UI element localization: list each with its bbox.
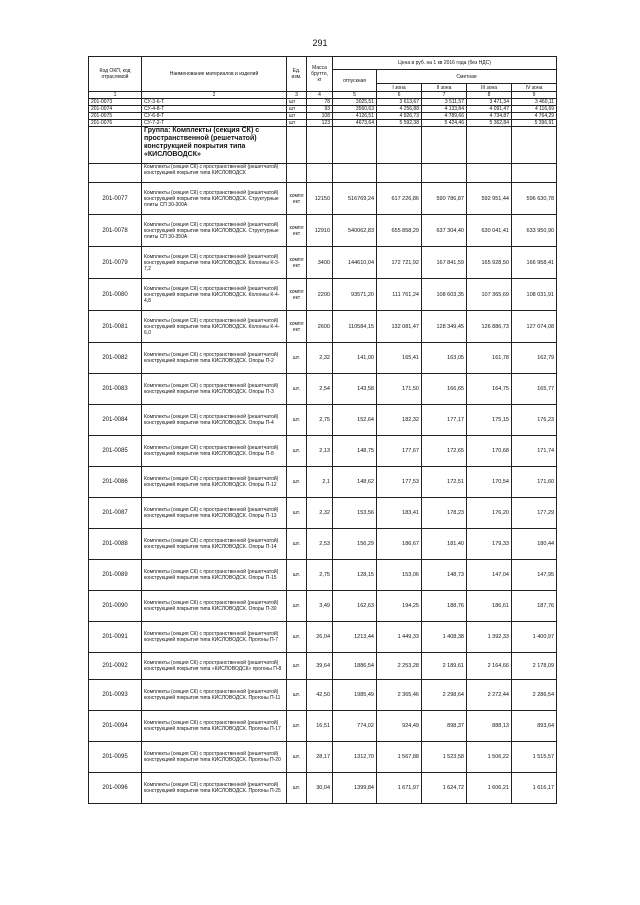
cell-p5: 4673,64: [333, 120, 377, 127]
cell-mass: 12150: [307, 183, 333, 215]
cell-p5: 1312,70: [333, 742, 377, 773]
table-row: [89, 183, 557, 215]
cell-p9: 5 396,91: [512, 120, 557, 127]
header-price-group: Цена в руб. на 1 кв 2016 года (без НДС): [333, 57, 557, 70]
cell-mass: 26,04: [307, 622, 333, 653]
cell-p8: 1 392,33: [467, 622, 512, 653]
cell-p8: 179,33: [467, 529, 512, 560]
column-index: 2: [142, 92, 287, 99]
cell-code: 201-0095: [89, 742, 142, 773]
cell-unit: компл ект: [287, 279, 307, 311]
cell-p7: 177,17: [422, 405, 467, 436]
cell-unit: компл ект: [287, 183, 307, 215]
cell-p6: 153,06: [377, 560, 422, 591]
cell-p7: 3 511,57: [422, 99, 467, 106]
cell-name: Комплекты (секция СК) с пространственной (решетчатой) конструкцией покрытия типа КИСЛОВОДСК. Прогоны П-11: [142, 680, 287, 711]
cell-mass: 16,51: [307, 711, 333, 742]
cell-p6: 183,41: [377, 498, 422, 529]
table-row: [89, 247, 557, 279]
cell-code: 201-0090: [89, 591, 142, 622]
item-rows: [89, 183, 557, 804]
table-row: [89, 106, 557, 113]
cell-p9: 893,64: [512, 711, 557, 742]
cell-p9: 4 764,29: [512, 113, 557, 120]
cell-unit: шт.: [287, 653, 307, 680]
cell-p9: 3 460,11: [512, 99, 557, 106]
cell-mass: 2,32: [307, 498, 333, 529]
cell-p5: 141,00: [333, 343, 377, 374]
column-index: 7: [422, 92, 467, 99]
header-otpusknaya: отпускная: [333, 70, 377, 92]
column-index: 1: [89, 92, 142, 99]
cell-p7: 1 408,38: [422, 622, 467, 653]
cell-unit: шт: [287, 120, 307, 127]
header-unit: Ед. изм.: [287, 57, 307, 92]
cell-unit: шт.: [287, 560, 307, 591]
cell-mass: 2,75: [307, 560, 333, 591]
cell-name: СУ-3-6-Т: [142, 99, 287, 106]
cell-unit: шт.: [287, 467, 307, 498]
cell-name: Комплекты (секция СК) с пространственной (решетчатой) конструкцией покрытия типа КИСЛОВОДСК. Колонны К-3-7,2: [142, 247, 287, 279]
cell-name: Комплекты (секция СК) с пространственной (решетчатой) конструкцией покрытия типа «КИСЛОВОДСК» прогоны П-8: [142, 653, 287, 680]
cell-mass: 39,64: [307, 653, 333, 680]
cell-mass: 2,1: [307, 467, 333, 498]
cell-p5: 144610,04: [333, 247, 377, 279]
table-row: [89, 622, 557, 653]
cell-code: 201-0077: [89, 183, 142, 215]
price-table: [88, 56, 557, 804]
cell-unit: шт.: [287, 711, 307, 742]
cell-name: Комплекты (секция СК) с пространственной (решетчатой) конструкцией покрытия типа КИСЛОВОДСК. Опоры П-4: [142, 405, 287, 436]
header-mass: Масса брутто, кг: [307, 57, 333, 92]
cell-p8: 2 164,66: [467, 653, 512, 680]
cell-code: 201-0096: [89, 773, 142, 804]
table-row: [89, 529, 557, 560]
cell-p5: 152,64: [333, 405, 377, 436]
cell-mass: 12910: [307, 215, 333, 247]
cell-p8: 630 041,41: [467, 215, 512, 247]
cell-name: Комплекты (секция СК) с пространственной (решетчатой) конструкцией покрытия типа КИСЛОВОДСК. Структурные плиты СП 30-300А: [142, 183, 287, 215]
table-row: [89, 467, 557, 498]
subgroup-title-row: [89, 164, 557, 183]
cell-unit: шт: [287, 106, 307, 113]
column-index: 9: [512, 92, 557, 99]
cell-p8: 186,61: [467, 591, 512, 622]
cell-p7: 637 304,40: [422, 215, 467, 247]
cell-code: 201-0073: [89, 99, 142, 106]
cell-name: Комплекты (секция СК) с пространственной (решетчатой) конструкцией покрытия типа КИСЛОВОДСК. Опоры П-14: [142, 529, 287, 560]
column-index: 8: [467, 92, 512, 99]
cell-p9: 171,60: [512, 467, 557, 498]
cell-p6: 111 761,24: [377, 279, 422, 311]
header-smetnaya: Сметная: [377, 70, 557, 84]
cell-p7: 1 624,72: [422, 773, 467, 804]
cell-p6: 177,67: [377, 436, 422, 467]
table-row: [89, 113, 557, 120]
cell-code: 201-0091: [89, 622, 142, 653]
cell-mass: 2,75: [307, 405, 333, 436]
cell-mass: 28,17: [307, 742, 333, 773]
cell-p9: 108 031,91: [512, 279, 557, 311]
cell-unit: шт.: [287, 498, 307, 529]
cell-p6: 5 592,38: [377, 120, 422, 127]
header-code: Код ОКП, код отраслевой: [89, 57, 142, 92]
group-title: Группа: Комплекты (секция СК) с пространственной (решетчатой) конструкцией покрытия типа «КИСЛОВОДСК»: [142, 127, 287, 164]
cell-p8: 161,78: [467, 343, 512, 374]
cell-name: Комплекты (секция СК) с пространственной (решетчатой) конструкцией покрытия типа КИСЛОВОДСК. Прогоны П-20: [142, 742, 287, 773]
header-zone-3: III зона: [467, 84, 512, 92]
cell-name: Комплекты (секция СК) с пространственной (решетчатой) конструкцией покрытия типа КИСЛОВОДСК. Прогоны П-17: [142, 711, 287, 742]
cell-p5: 3025,51: [333, 99, 377, 106]
cell-p6: 182,32: [377, 405, 422, 436]
cell-unit: компл ект: [287, 215, 307, 247]
cell-p9: 2 286,54: [512, 680, 557, 711]
cell-mass: 2,32: [307, 343, 333, 374]
cell-p7: 2 189,61: [422, 653, 467, 680]
cell-mass: 2,53: [307, 529, 333, 560]
cell-p5: 774,02: [333, 711, 377, 742]
cell-code: 201-0074: [89, 106, 142, 113]
cell-p7: 898,37: [422, 711, 467, 742]
column-index: 5: [333, 92, 377, 99]
cell-p6: 165,41: [377, 343, 422, 374]
cell-name: Комплекты (секция СК) с пространственной (решетчатой) конструкцией покрытия типа КИСЛОВОДСК. Колонны К-4-4,8: [142, 279, 287, 311]
cell-p5: 128,15: [333, 560, 377, 591]
header-zone-1: I зона: [377, 84, 422, 92]
cell-mass: 2,13: [307, 436, 333, 467]
cell-p9: 147,95: [512, 560, 557, 591]
table-row: [89, 742, 557, 773]
cell-p5: 540062,83: [333, 215, 377, 247]
table-row: [89, 343, 557, 374]
cell-p7: 4 133,84: [422, 106, 467, 113]
cell-name: Комплекты (секция СК) с пространственной (решетчатой) конструкцией покрытия типа КИСЛОВОДСК. Колонны К-4-6,0: [142, 311, 287, 343]
cell-p8: 176,20: [467, 498, 512, 529]
table-row: [89, 591, 557, 622]
cell-p8: 175,15: [467, 405, 512, 436]
header-zone-2: II зона: [422, 84, 467, 92]
cell-p7: 4 789,66: [422, 113, 467, 120]
cell-name: Комплекты (секция СК) с пространственной (решетчатой) конструкцией покрытия типа КИСЛОВОДСК. Опоры П-8: [142, 436, 287, 467]
cell-p5: 148,75: [333, 436, 377, 467]
cell-p9: 596 630,78: [512, 183, 557, 215]
cell-p9: 187,76: [512, 591, 557, 622]
cell-p5: 1886,54: [333, 653, 377, 680]
cell-p9: 1 616,17: [512, 773, 557, 804]
cell-p6: 655 858,29: [377, 215, 422, 247]
cell-p5: 153,56: [333, 498, 377, 529]
cell-code: 201-0084: [89, 405, 142, 436]
table-row: [89, 120, 557, 127]
cell-p8: 2 272,44: [467, 680, 512, 711]
cell-p7: 590 786,87: [422, 183, 467, 215]
cell-unit: шт.: [287, 742, 307, 773]
cell-p8: 165 928,50: [467, 247, 512, 279]
group-title-row: [89, 127, 557, 164]
cell-p6: 171,50: [377, 374, 422, 405]
column-index: 6: [377, 92, 422, 99]
cell-name: Комплекты (секция СК) с пространственной (решетчатой) конструкцией покрытия типа КИСЛОВОДСК. Структурные плиты СП 30-350А: [142, 215, 287, 247]
column-index: 4: [307, 92, 333, 99]
cell-unit: шт.: [287, 343, 307, 374]
cell-p8: 4 091,47: [467, 106, 512, 113]
cell-name: Комплекты (секция СК) с пространственной (решетчатой) конструкцией покрытия типа КИСЛОВОДСК. Опоры П-2: [142, 343, 287, 374]
cell-code: 201-0092: [89, 653, 142, 680]
cell-unit: шт.: [287, 374, 307, 405]
cell-name: Комплекты (секция СК) с пространственной (решетчатой) конструкцией покрытия типа КИСЛОВОДСК. Опоры П-13: [142, 498, 287, 529]
cell-p8: 5 362,84: [467, 120, 512, 127]
cell-code: 201-0093: [89, 680, 142, 711]
table-row: [89, 311, 557, 343]
cell-unit: шт.: [287, 680, 307, 711]
cell-code: 201-0086: [89, 467, 142, 498]
cell-code: 201-0079: [89, 247, 142, 279]
cell-unit: шт.: [287, 591, 307, 622]
cell-unit: компл ект: [287, 247, 307, 279]
cell-p5: 143,58: [333, 374, 377, 405]
cell-p6: 924,49: [377, 711, 422, 742]
cell-code: 201-0080: [89, 279, 142, 311]
cell-p6: 177,53: [377, 467, 422, 498]
header-zone-4: IV зона: [512, 84, 557, 92]
cell-mass: 93: [307, 106, 333, 113]
cell-name: Комплекты (секция СК) с пространственной (решетчатой) конструкцией покрытия типа КИСЛОВОДСК. Прогоны П-7: [142, 622, 287, 653]
cell-p6: 4 926,73: [377, 113, 422, 120]
cell-p5: 156,29: [333, 529, 377, 560]
table-row: [89, 279, 557, 311]
cell-p6: 4 256,88: [377, 106, 422, 113]
cell-p8: 164,75: [467, 374, 512, 405]
cell-p9: 1 515,57: [512, 742, 557, 773]
cell-p8: 888,13: [467, 711, 512, 742]
cell-p7: 1 523,58: [422, 742, 467, 773]
cell-unit: шт.: [287, 529, 307, 560]
cell-code: 201-0078: [89, 215, 142, 247]
cell-p6: 194,25: [377, 591, 422, 622]
cell-unit: шт.: [287, 405, 307, 436]
cell-p6: 3 613,67: [377, 99, 422, 106]
cell-p9: 633 950,90: [512, 215, 557, 247]
cell-p5: 4126,51: [333, 113, 377, 120]
cell-p5: 162,63: [333, 591, 377, 622]
cell-name: СУ-7-2-Т: [142, 120, 287, 127]
cell-mass: 3,49: [307, 591, 333, 622]
cell-p8: 170,54: [467, 467, 512, 498]
top-rows: [89, 99, 557, 127]
cell-mass: 42,50: [307, 680, 333, 711]
cell-p5: 3560,63: [333, 106, 377, 113]
cell-p8: 3 471,34: [467, 99, 512, 106]
cell-p8: 4 734,87: [467, 113, 512, 120]
table-row: [89, 560, 557, 591]
cell-code: 201-0082: [89, 343, 142, 374]
cell-p6: 1 567,88: [377, 742, 422, 773]
cell-mass: 2200: [307, 279, 333, 311]
cell-unit: шт.: [287, 773, 307, 804]
table-row: [89, 436, 557, 467]
cell-p8: 126 886,73: [467, 311, 512, 343]
cell-p6: 172 721,92: [377, 247, 422, 279]
cell-p6: 2 365,46: [377, 680, 422, 711]
cell-p8: 1 506,22: [467, 742, 512, 773]
cell-p9: 165,77: [512, 374, 557, 405]
cell-code: 201-0088: [89, 529, 142, 560]
cell-p7: 128 349,45: [422, 311, 467, 343]
cell-p5: 93571,20: [333, 279, 377, 311]
cell-unit: шт.: [287, 436, 307, 467]
cell-p7: 5 424,46: [422, 120, 467, 127]
cell-p7: 166,65: [422, 374, 467, 405]
cell-name: Комплекты (секция СК) с пространственной (решетчатой) конструкцией покрытия типа КИСЛОВОДСК. Опоры П-12: [142, 467, 287, 498]
cell-p5: 516769,24: [333, 183, 377, 215]
table-row: [89, 374, 557, 405]
cell-p8: 592 951,44: [467, 183, 512, 215]
cell-mass: 2600: [307, 311, 333, 343]
cell-p9: 176,23: [512, 405, 557, 436]
cell-name: СУ-6-8-Т: [142, 113, 287, 120]
cell-p9: 2 178,09: [512, 653, 557, 680]
table-row: [89, 680, 557, 711]
cell-p5: 110584,15: [333, 311, 377, 343]
cell-p9: 1 400,97: [512, 622, 557, 653]
cell-p9: 162,79: [512, 343, 557, 374]
table-row: [89, 498, 557, 529]
cell-unit: компл ект: [287, 311, 307, 343]
cell-p6: 186,67: [377, 529, 422, 560]
cell-p9: 180,44: [512, 529, 557, 560]
cell-mass: 78: [307, 99, 333, 106]
cell-code: 201-0087: [89, 498, 142, 529]
cell-p5: 1399,84: [333, 773, 377, 804]
cell-p7: 178,23: [422, 498, 467, 529]
cell-p7: 2 298,64: [422, 680, 467, 711]
cell-code: 201-0075: [89, 113, 142, 120]
cell-p6: 1 449,33: [377, 622, 422, 653]
cell-p7: 148,73: [422, 560, 467, 591]
cell-p6: 1 671,97: [377, 773, 422, 804]
cell-p9: 127 074,08: [512, 311, 557, 343]
cell-name: Комплекты (секция СК) с пространственной (решетчатой) конструкцией покрытия типа КИСЛОВОДСК. Прогоны П-25: [142, 773, 287, 804]
cell-p7: 163,05: [422, 343, 467, 374]
cell-p9: 177,29: [512, 498, 557, 529]
cell-p8: 147,04: [467, 560, 512, 591]
cell-p9: 171,74: [512, 436, 557, 467]
cell-p9: 166 958,41: [512, 247, 557, 279]
cell-unit: шт: [287, 99, 307, 106]
cell-code: 201-0083: [89, 374, 142, 405]
header-name: Наименование материалов и изделий: [142, 57, 287, 92]
cell-p7: 172,65: [422, 436, 467, 467]
cell-code: 201-0085: [89, 436, 142, 467]
cell-name: Комплекты (секция СК) с пространственной (решетчатой) конструкцией покрытия типа КИСЛОВОДСК. Опоры П-3: [142, 374, 287, 405]
cell-p6: 132 081,47: [377, 311, 422, 343]
cell-p7: 188,76: [422, 591, 467, 622]
cell-p6: 2 253,28: [377, 653, 422, 680]
cell-p7: 167 841,59: [422, 247, 467, 279]
cell-p7: 181,40: [422, 529, 467, 560]
cell-name: Комплекты (секция СК) с пространственной (решетчатой) конструкцией покрытия типа КИСЛОВОДСК. Опоры П-30: [142, 591, 287, 622]
cell-mass: 30,04: [307, 773, 333, 804]
cell-p5: 1985,49: [333, 680, 377, 711]
column-index: 3: [287, 92, 307, 99]
cell-p5: 1213,44: [333, 622, 377, 653]
cell-code: 201-0094: [89, 711, 142, 742]
cell-unit: шт.: [287, 622, 307, 653]
cell-name: Комплекты (секция СК) с пространственной (решетчатой) конструкцией покрытия типа КИСЛОВОДСК. Опоры П-15: [142, 560, 287, 591]
table-row: [89, 215, 557, 247]
cell-code: 201-0081: [89, 311, 142, 343]
table-row: [89, 711, 557, 742]
cell-p6: 617 226,86: [377, 183, 422, 215]
table-row: [89, 99, 557, 106]
column-index-row: [89, 92, 557, 99]
page-number: 291: [312, 38, 328, 48]
cell-p8: 1 606,21: [467, 773, 512, 804]
table-row: [89, 653, 557, 680]
cell-unit: шт: [287, 113, 307, 120]
cell-mass: 123: [307, 120, 333, 127]
table-row: [89, 773, 557, 804]
cell-p9: 4 116,69: [512, 106, 557, 113]
cell-mass: 108: [307, 113, 333, 120]
cell-code: 201-0076: [89, 120, 142, 127]
cell-p8: 170,68: [467, 436, 512, 467]
cell-mass: 3400: [307, 247, 333, 279]
cell-p8: 107 365,69: [467, 279, 512, 311]
cell-code: 201-0089: [89, 560, 142, 591]
cell-p7: 172,51: [422, 467, 467, 498]
cell-name: СУ-4-8-Т: [142, 106, 287, 113]
table-row: [89, 405, 557, 436]
cell-mass: 2,54: [307, 374, 333, 405]
cell-p5: 148,62: [333, 467, 377, 498]
subgroup-title: Комплекты (секция СК) с пространственной (решетчатой) конструкцией покрытия типа КИСЛОВОДСК: [142, 164, 287, 183]
cell-p7: 108 603,35: [422, 279, 467, 311]
